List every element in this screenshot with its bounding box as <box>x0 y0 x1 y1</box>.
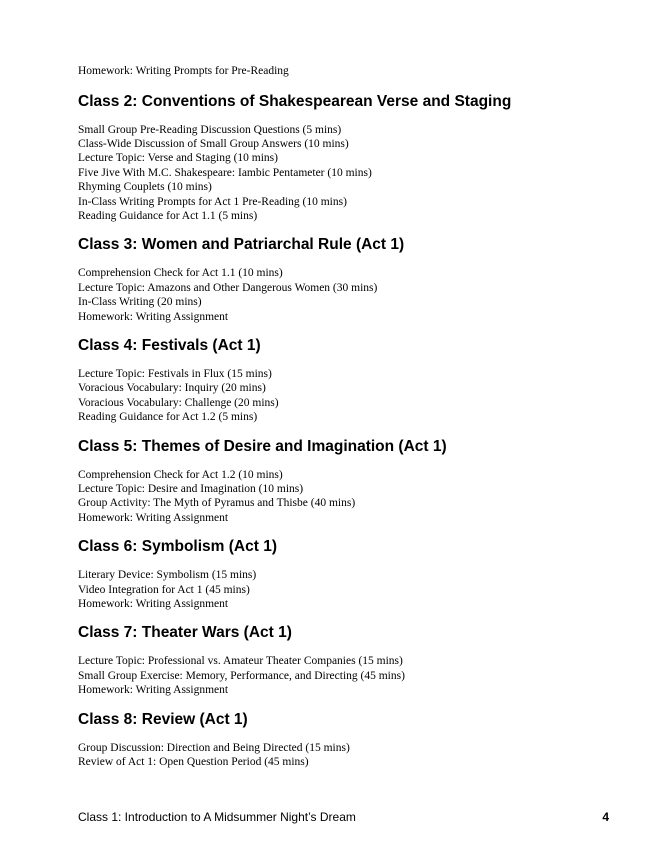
class-section <box>78 437 618 526</box>
page-content <box>78 64 618 781</box>
page-number: 4 <box>602 810 609 824</box>
class-section <box>78 537 618 611</box>
list-item: In-Class Writing Prompts for Act 1 Pre-Reading (10 mins) <box>78 195 347 208</box>
list-item: Small Group Pre-Reading Discussion Questions (5 mins) <box>78 123 342 136</box>
list-item: Lecture Topic: Verse and Staging (10 mins) <box>78 152 278 165</box>
list-item: Group Discussion: Direction and Being Directed (15 mins) <box>78 741 350 754</box>
list-item: Lecture Topic: Professional vs. Amateur Theater Companies (15 mins) <box>78 655 403 668</box>
section-title: Class 8: Review (Act 1) <box>78 710 248 728</box>
list-item: Class-Wide Discussion of Small Group Answers (10 mins) <box>78 137 349 150</box>
list-item: Homework: Writing Assignment <box>78 598 229 611</box>
footer-title: Class 1: Introduction to A Midsummer Night’s Dream <box>78 810 356 824</box>
intro-homework: Homework: Writing Prompts for Pre-Reading <box>78 65 289 77</box>
class-section <box>78 235 618 324</box>
list-item: Lecture Topic: Festivals in Flux (15 mins) <box>78 367 272 380</box>
section-title: Class 7: Theater Wars (Act 1) <box>78 624 292 642</box>
list-item: Homework: Writing Assignment <box>78 511 229 524</box>
list-item: Homework: Writing Assignment <box>78 310 229 323</box>
list-item: Voracious Vocabulary: Challenge (20 mins) <box>78 396 279 409</box>
class-section <box>78 336 618 425</box>
section-title: Class 6: Symbolism (Act 1) <box>78 538 277 556</box>
activity-list <box>78 741 618 770</box>
activity-list <box>78 367 618 425</box>
list-item: Literary Device: Symbolism (15 mins) <box>78 569 257 582</box>
page-footer <box>78 810 609 824</box>
class-section <box>78 710 618 770</box>
section-title: Class 5: Themes of Desire and Imagination (Act 1) <box>78 437 447 455</box>
list-item: Reading Guidance for Act 1.1 (5 mins) <box>78 209 258 222</box>
list-item: Video Integration for Act 1 (45 mins) <box>78 583 250 596</box>
section-title: Class 4: Festivals (Act 1) <box>78 336 261 354</box>
list-item: Lecture Topic: Desire and Imagination (10 mins) <box>78 483 304 495</box>
list-item: In-Class Writing (20 mins) <box>78 296 202 309</box>
sections-container <box>78 92 618 770</box>
list-item: Review of Act 1: Open Question Period (45 mins) <box>78 756 309 769</box>
activity-list <box>78 123 618 224</box>
class-section <box>78 92 618 224</box>
list-item: Group Activity: The Myth of Pyramus and Thisbe (40 mins) <box>78 497 356 510</box>
class-section <box>78 623 618 697</box>
list-item: Voracious Vocabulary: Inquiry (20 mins) <box>78 382 266 395</box>
list-item: Lecture Topic: Amazons and Other Dangerous Women (30 mins) <box>78 281 378 294</box>
list-item: Comprehension Check for Act 1.1 (10 mins) <box>78 267 283 280</box>
list-item: Comprehension Check for Act 1.2 (10 mins) <box>78 468 283 481</box>
list-item: Rhyming Couplets (10 mins) <box>78 181 212 194</box>
list-item: Reading Guidance for Act 1.2 (5 mins) <box>78 411 258 424</box>
list-item: Homework: Writing Assignment <box>78 684 229 697</box>
list-item: Five Jive With M.C. Shakespeare: Iambic Pentameter (10 mins) <box>78 166 372 179</box>
activity-list <box>78 468 618 526</box>
activity-list <box>78 266 618 324</box>
activity-list <box>78 568 618 611</box>
list-item: Small Group Exercise: Memory, Performance, and Directing (45 mins) <box>78 669 405 682</box>
section-title: Class 3: Women and Patriarchal Rule (Act 1) <box>78 236 405 254</box>
section-title: Class 2: Conventions of Shakespearean Verse and Staging <box>78 92 512 110</box>
activity-list <box>78 654 618 697</box>
